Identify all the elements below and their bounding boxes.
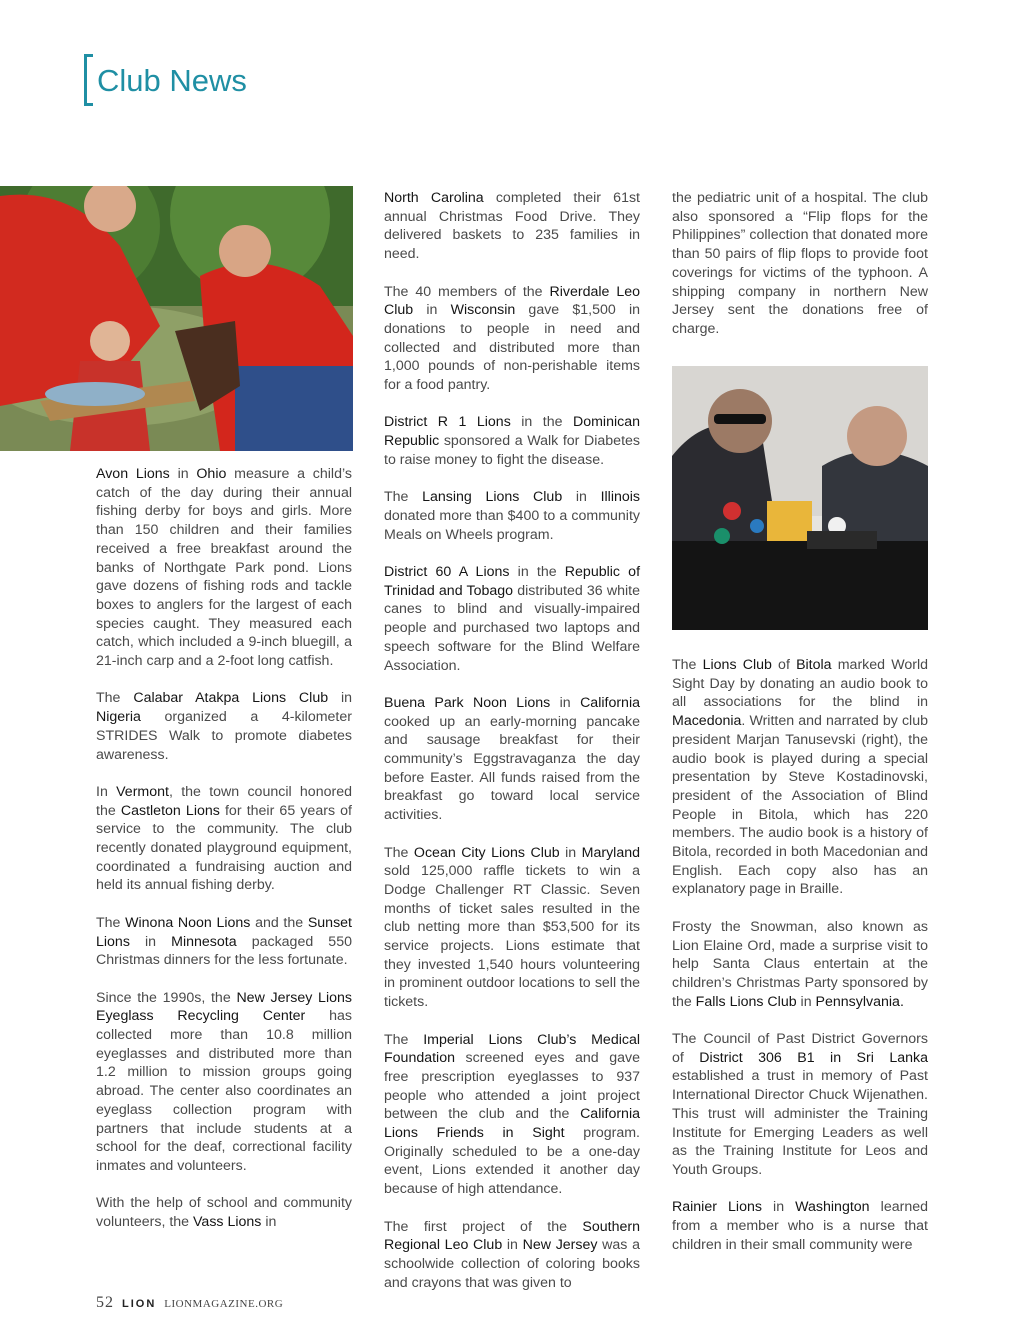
magazine-website: LIONMAGAZINE.ORG (164, 1298, 284, 1310)
story-north-carolina: North Carolina completed their 61st annual Christmas Food Drive. They delivered baskets to 235 families in need. (384, 190, 640, 263)
fishing-derby-photo (0, 186, 353, 451)
story-lansing-lions: The Lansing Lions Club in Illinois donated more than $400 to a community Meals on Wheels program. (384, 489, 641, 543)
page-footer (96, 1294, 283, 1312)
story-district-60a: District 60 A Lions in the Republic of Trinidad and Tobago distributed 36 white canes to blind and visually-impaired people and purchased two laptops and speech software for the Blind Welfare Association. (384, 564, 641, 674)
story-vass-lions: With the help of school and community volunteers, the Vass Lions in (96, 1195, 352, 1231)
bracket-ornament (84, 54, 93, 106)
section-header (84, 50, 247, 106)
story-rainier-lions: Rainier Lions in Washington learned from a member who is a nurse that children in their small community were (672, 1199, 928, 1253)
story-lions-club-bitola: The Lions Club of Bitola marked World Sight Day by donating an audio book to all associations for the blind in Macedonia. Written and narrated by club president Marjan Tanusevski (right), the audio book is played during a special presentation by Steve Kostadinovski, president of the Association of Blind People in Bitola, which has 220 members. The audio book is a history of Bitola, recorded in both Macedonian and English. Each copy also has an explanatory page in Braille. (672, 657, 928, 898)
page-title: Club News (97, 63, 247, 98)
bitola-audio-book-photo (672, 366, 928, 630)
story-ocean-city: The Ocean City Lions Club in Maryland sold 125,000 raffle tickets to win a Dodge Challenger RT Classic. Seven months of ticket sales resulted in the club netting more than $53,500 for its service projects. Lions estimate that they invested 1,540 hours volunteering in prominent outdoor locations to sell the tickets. (384, 844, 640, 1011)
story-riverdale-leo: The 40 members of the Riverdale Leo Club in Wisconsin gave $1,500 in donations to people in need and collected and distributed more than 1,000 pounds of non-perishable items for a food pantry. (384, 283, 640, 394)
story-calabar-atakpa: The Calabar Atakpa Lions Club in Nigeria organized a 4-kilometer STRIDES Walk to promote diabetes awareness. (96, 690, 353, 763)
column-3-bottom (672, 656, 928, 1273)
page-number: 52 (96, 1294, 114, 1311)
column-3-top (672, 189, 928, 357)
story-southern-regional-leo: The first project of the Southern Regional Leo Club in New Jersey was a schoolwide collection of coloring books and crayons that was given to (384, 1218, 640, 1291)
story-avon-lions: Avon Lions in Ohio measure a child’s catch of the day during their annual fishing derby for boys and girls. More than 150 children and their families received a free breakfast around the banks of Northgate Park pond. Lions gave dozens of fishing rods and tackle boxes to anglers for the largest of each species caught. They measured each catch, which included a 9-inch bluegill, a 21-inch carp and a 2-foot long catfish. (96, 466, 352, 670)
column-1 (96, 465, 352, 1250)
story-nj-eyeglass: Since the 1990s, the New Jersey Lions Eyeglass Recycling Center has collected more than 10.8 million eyeglasses and distributed more than 1.2 million to mission groups going abroad. The center also coordinates an eyeglass collection program with partners that include students at a school for the deaf, correctional facility inmates and volunteers. (96, 989, 352, 1174)
story-imperial-lions: The Imperial Lions Club’s Medical Foundation screened eyes and gave free prescription eyeglasses to 937 people who attended a joint project between the club and the California Lions Friends in Sight program. Originally scheduled to be a one-day event, Lions extended it another day because of high attendance. (384, 1031, 641, 1198)
column-2 (384, 189, 640, 1311)
story-castleton-lions: In Vermont, the town council honored the Castleton Lions for their 65 years of service to the community. The club recently donated playground equipment, coordinated a fundraising auction and held its annual fishing derby. (96, 783, 353, 894)
story-flip-flops: the pediatric unit of a hospital. The club also sponsored a “Flip flops for the Philippines” collection that donated more than 50 pairs of flip flops to provide foot coverings for victims of the typhoon. A shipping company in northern New Jersey sent the donations free of charge. (672, 190, 928, 337)
story-district-r1: District R 1 Lions in the Dominican Republic sponsored a Walk for Diabetes to raise money to fight the disease. (384, 414, 640, 468)
story-winona-sunset: The Winona Noon Lions and the Sunset Lions in Minnesota packaged 550 Christmas dinners for the less fortunate. (96, 914, 352, 969)
magazine-name: LION (122, 1298, 157, 1310)
story-buena-park: Buena Park Noon Lions in California cooked up an early-morning pancake and sausage breakfast for their community’s Eggstravaganza the day before Easter. All funds raised from the breakfast go toward local service activities. (384, 694, 640, 824)
story-sri-lanka-trust: The Council of Past District Governors of District 306 B1 in Sri Lanka established a trust in memory of Past International Director Chuck Wijenathen. This trust will administer the Training Institute for Emerging Leaders as well as the Training Institute for Leos and Youth Groups. (672, 1031, 928, 1178)
story-falls-lions: Frosty the Snowman, also known as Lion Elaine Ord, made a surprise visit to help Santa Claus entertain at the children’s Christmas Party sponsored by the Falls Lions Club in Pennsylvania. (672, 918, 928, 1010)
